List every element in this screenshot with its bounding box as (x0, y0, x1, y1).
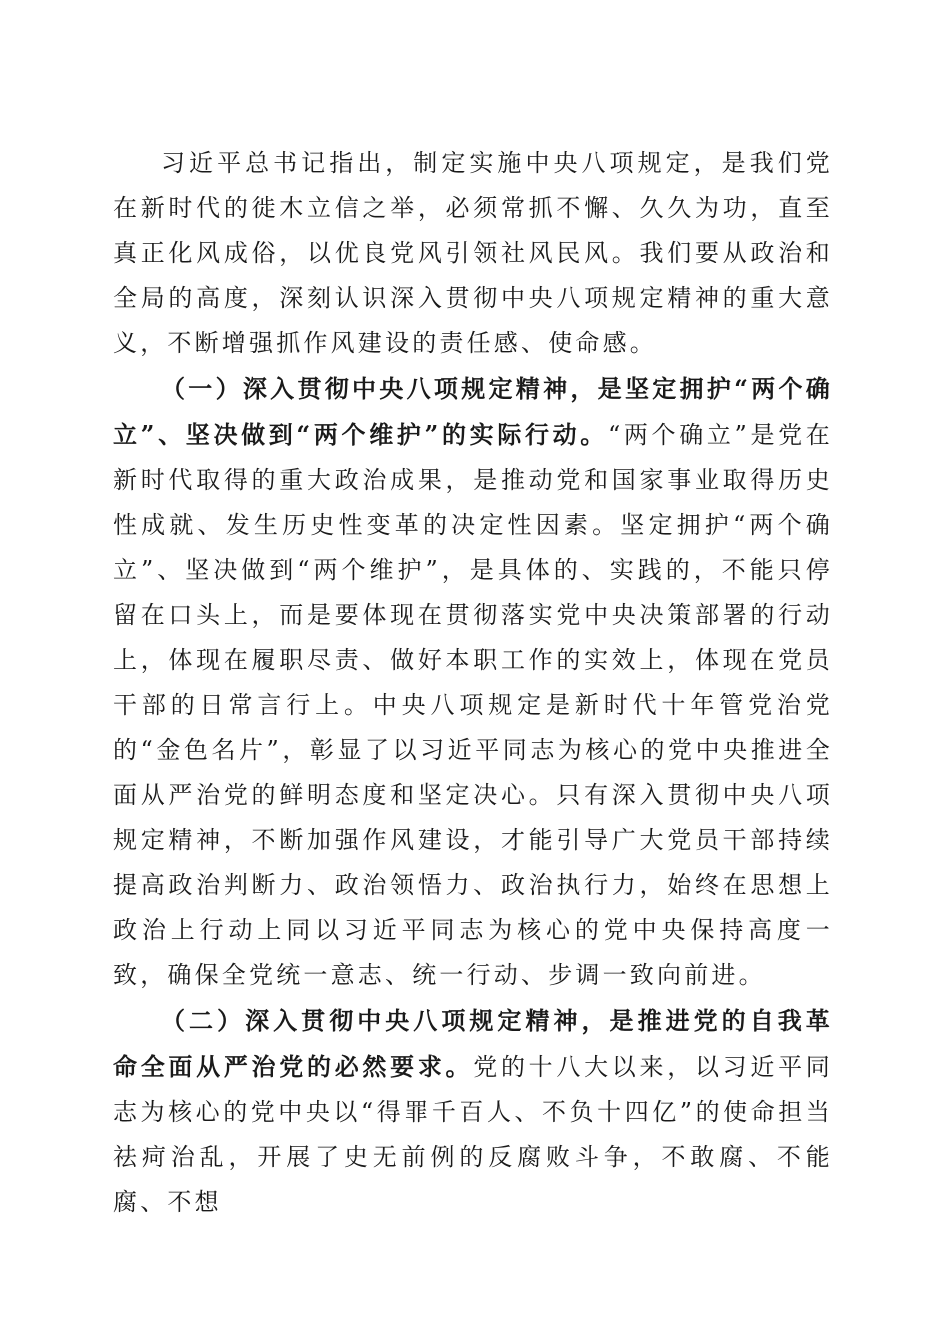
paragraph-intro (113, 140, 833, 366)
paragraph-section-1 (113, 366, 833, 998)
section-1-heading: （一）深入贯彻中央八项规定精神，是坚定拥护“两个确立”、坚决做到“两个维护”的实际行动。 (113, 374, 833, 449)
paragraph-section-2 (113, 998, 833, 1225)
section-2-text: 党的十八大以来，以习近平同志为核心的党中央以“得罪千百人、不负十四亿”的使命担当祛疴治乱，开展了史无前例的反腐败斗争，不敢腐、不能腐、不想 (113, 1053, 833, 1216)
section-1-text: “两个确立”是党在新时代取得的重大政治成果，是推动党和国家事业取得历史性成就、发生历史性变革的决定性因素。坚定拥护“两个确立”、坚决做到“两个维护”，是具体的、实践的，不能只停留在口头上，而是要体现在贯彻落实党中央决策部署的行动上，体现在履职尽责、做好本职工作的实效上，体现在党员干部的日常言行上。中央八项规定是新时代十年管党治党的“金色名片”，彰显了以习近平同志为核心的党中央推进全面从严治党的鲜明态度和坚定决心。只有深入贯彻中央八项规定精神，不断加强作风建设，才能引导广大党员干部持续提高政治判断力、政治领悟力、政治执行力，始终在思想上政治上行动上同以习近平同志为核心的党中央保持高度一致，确保全党统一意志、统一行动、步调一致向前进。 (113, 421, 833, 989)
document-body (113, 140, 833, 1225)
paragraph-text: 习近平总书记指出，制定实施中央八项规定，是我们党在新时代的徙木立信之举，必须常抓不懈、久久为功，直至真正化风成俗，以优良党风引领社风民风。我们要从政治和全局的高度，深刻认识深入贯彻中央八项规定精神的重大意义，不断增强抓作风建设的责任感、使命感。 (113, 149, 833, 357)
section-2-heading: （二）深入贯彻中央八项规定精神，是推进党的自我革命全面从严治党的必然要求。 (113, 1006, 833, 1081)
